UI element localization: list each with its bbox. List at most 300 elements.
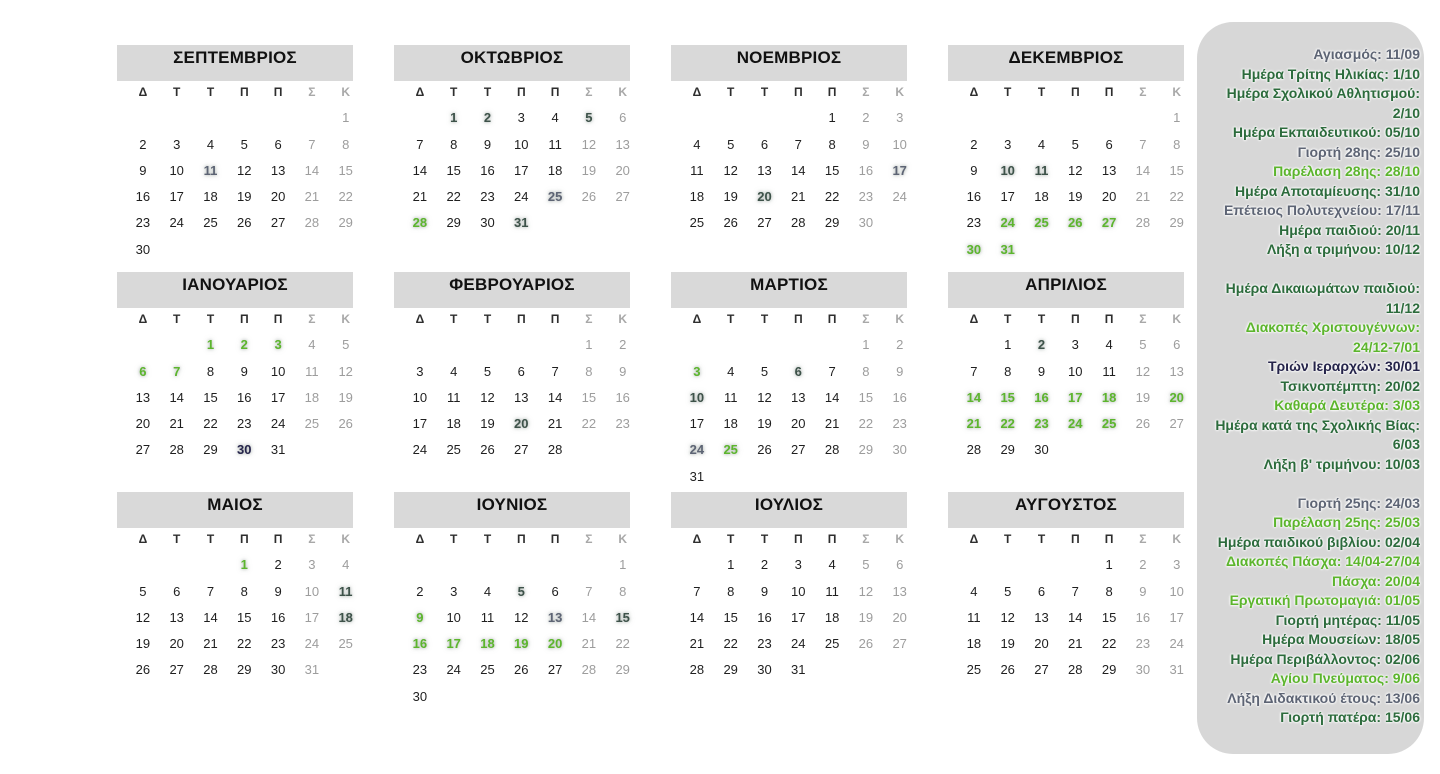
day-cell: 25: [203, 215, 218, 231]
event-line: Διακοπές Πάσχα: 14/04-27/04: [1225, 553, 1420, 569]
day-cell: 1: [1173, 110, 1181, 126]
day-cell: 2: [619, 337, 627, 353]
day-cell: 6: [1105, 136, 1113, 152]
highlighted-day-cell: 18: [338, 609, 353, 625]
day-cell: 11: [548, 136, 562, 152]
day-cell: 1: [727, 557, 735, 573]
day-cell: 3: [308, 557, 316, 573]
empty-day-cell: [261, 237, 295, 263]
highlighted-day-cell: 9: [416, 609, 424, 625]
empty-day-cell: [957, 332, 991, 358]
day-cell: 8: [1004, 363, 1012, 379]
day-cell: 3: [517, 110, 525, 126]
highlighted-day-cell: 24: [1068, 416, 1083, 432]
empty-day-cell: [194, 237, 228, 263]
day-cell: 29: [1000, 442, 1015, 458]
day-cell: 18: [966, 636, 982, 652]
highlighted-day-cell: 16: [412, 636, 428, 652]
empty-day-cell: [680, 552, 714, 578]
weekday-label: Σ: [1139, 312, 1147, 326]
highlighted-day-cell: 1: [450, 110, 458, 126]
highlighted-day-cell: 11: [1034, 162, 1049, 178]
day-cell: 18: [304, 389, 320, 405]
day-cell: 29: [446, 215, 461, 231]
weekday-label: Δ: [415, 312, 425, 326]
day-cell: 11: [305, 363, 319, 379]
day-cell: 18: [203, 189, 218, 205]
day-cell: 31: [270, 442, 286, 458]
event-group: [1197, 45, 1420, 260]
day-cell: 31: [304, 662, 320, 678]
event-line: Πάσχα: 20/04: [1331, 572, 1420, 589]
highlighted-day-cell: 24: [1000, 215, 1015, 231]
day-cell: 1: [585, 337, 593, 353]
day-cell: 26: [723, 215, 738, 231]
day-cell: 22: [1169, 189, 1184, 205]
weekday-label: Τ: [173, 532, 181, 546]
empty-day-cell: [160, 552, 194, 578]
weekday-label: Δ: [692, 532, 702, 546]
day-cell: 4: [551, 110, 559, 126]
weekday-label: Τ: [760, 532, 769, 546]
weekday-label: Τ: [450, 85, 458, 99]
event-line: Ημέρα παιδιού: 20/11: [1279, 221, 1420, 238]
highlighted-day-cell: 20: [757, 189, 772, 205]
event-line: Αγίου Πνεύματος: 9/06: [1270, 670, 1420, 686]
day-cell: 18: [689, 189, 705, 205]
empty-day-cell: [538, 332, 572, 358]
weekday-label: Κ: [618, 532, 628, 546]
day-cell: 23: [615, 416, 630, 432]
event-line: Γιορτή 25ης: 24/03: [1297, 494, 1420, 511]
day-cell: 19: [757, 416, 772, 432]
event-line: Παρέλαση 28ης: 28/10: [1273, 163, 1420, 179]
day-cell: 8: [240, 583, 248, 599]
day-cell: 29: [615, 662, 630, 678]
day-cell: 9: [483, 136, 492, 152]
weekday-label: Δ: [415, 532, 425, 546]
day-cell: 8: [727, 583, 735, 599]
day-cell: 9: [1139, 583, 1147, 599]
empty-day-cell: [680, 332, 714, 358]
event-line: Ημέρα Δικαιωμάτων παιδιού:: [1225, 280, 1420, 296]
day-cell: 21: [824, 416, 840, 432]
day-cell: 20: [135, 416, 151, 432]
highlighted-day-cell: 14: [966, 389, 982, 405]
weekday-label: Π: [793, 85, 803, 99]
weekday-label: Τ: [760, 312, 769, 326]
highlighted-day-cell: 26: [1068, 215, 1083, 231]
month-name: ΝΟΕΜΒΡΙΟΣ: [671, 45, 907, 81]
empty-day-cell: [1058, 237, 1092, 263]
day-cell: 18: [1034, 189, 1049, 205]
weekday-label: Τ: [450, 532, 458, 546]
event-line: Καθαρά Δευτέρα: 3/03: [1274, 397, 1420, 413]
day-cell: 21: [1068, 636, 1083, 652]
day-cell: 6: [1173, 337, 1181, 353]
day-cell: 13: [270, 162, 286, 178]
highlighted-day-cell: 27: [1101, 215, 1117, 231]
day-cell: 19: [1000, 636, 1015, 652]
day-cell: 16: [757, 609, 772, 625]
highlighted-day-cell: 18: [480, 636, 495, 652]
day-cell: 1: [1105, 557, 1113, 573]
day-cell: 29: [237, 662, 252, 678]
highlighted-day-cell: 17: [892, 162, 907, 178]
highlighted-day-cell: 30: [237, 442, 252, 458]
day-cell: 15: [824, 162, 840, 178]
weekday-label: Τ: [1004, 532, 1012, 546]
day-cell: 4: [342, 557, 350, 573]
day-cell: 21: [169, 416, 184, 432]
highlighted-day-cell: 25: [1034, 215, 1049, 231]
empty-day-cell: [1160, 237, 1194, 263]
month-name: ΑΠΡΙΛΙΟΣ: [948, 272, 1184, 308]
day-cell: 19: [581, 162, 597, 178]
day-cell: 13: [892, 583, 907, 599]
day-cell: 1: [342, 110, 350, 126]
month-name: ΑΥΓΟΥΣΤΟΣ: [948, 492, 1184, 528]
event-line: Τσικνοπέμπτη: 20/02: [1280, 377, 1420, 394]
day-cell: 22: [615, 636, 630, 652]
day-cell: 11: [723, 389, 738, 405]
highlighted-day-cell: 1: [206, 337, 215, 353]
day-cell: 14: [547, 389, 563, 405]
empty-day-cell: [471, 332, 505, 358]
day-cell: 6: [619, 110, 627, 126]
event-line: Γιορτή πατέρα: 15/06: [1280, 709, 1420, 725]
day-cell: 23: [966, 215, 982, 231]
day-cell: 24: [304, 636, 320, 652]
day-cell: 23: [412, 662, 428, 678]
day-cell: 27: [547, 662, 563, 678]
day-cell: 13: [757, 162, 772, 178]
highlighted-day-cell: 23: [1034, 416, 1049, 432]
empty-day-cell: [606, 210, 640, 236]
weekday-label: Τ: [1037, 532, 1046, 546]
day-cell: 17: [1000, 189, 1015, 205]
day-cell: 22: [446, 189, 461, 205]
day-cell: 27: [757, 215, 772, 231]
day-cell: 19: [1135, 389, 1151, 405]
day-cell: 21: [547, 416, 563, 432]
day-cell: 9: [1037, 363, 1046, 379]
day-cell: 6: [517, 363, 525, 379]
weekday-label: Δ: [138, 532, 148, 546]
empty-day-cell: [1126, 105, 1160, 131]
highlighted-day-cell: 1: [240, 557, 248, 573]
day-cell: 8: [828, 136, 836, 152]
empty-day-cell: [883, 210, 917, 236]
empty-day-cell: [295, 237, 329, 263]
empty-day-cell: [1058, 437, 1092, 463]
day-cell: 25: [338, 636, 353, 652]
day-cell: 28: [791, 215, 806, 231]
empty-day-cell: [329, 437, 363, 463]
day-cell: 4: [1105, 337, 1113, 353]
day-cell: 30: [1034, 442, 1049, 458]
day-cell: 9: [139, 162, 147, 178]
day-cell: 5: [862, 557, 870, 573]
day-cell: 3: [416, 363, 424, 379]
day-cell: 16: [966, 189, 982, 205]
day-cell: 6: [896, 557, 904, 573]
event-line: Ημέρα παιδικού βιβλίου: 02/04: [1217, 533, 1420, 550]
weekday-label: Π: [273, 312, 283, 326]
day-cell: 31: [791, 662, 806, 678]
day-cell: 13: [135, 389, 151, 405]
event-line: Λήξη α τριμήνου: 10/12: [1266, 241, 1420, 257]
day-cell: 7: [416, 136, 424, 152]
month-days-grid: [680, 306, 917, 490]
day-cell: 14: [1068, 609, 1083, 625]
empty-day-cell: [991, 105, 1025, 131]
day-cell: 27: [135, 442, 151, 458]
day-cell: 3: [896, 110, 904, 126]
day-cell: 9: [760, 583, 769, 599]
empty-day-cell: [714, 464, 748, 490]
day-cell: 30: [480, 215, 495, 231]
day-cell: 30: [412, 688, 428, 704]
highlighted-day-cell: 10: [1000, 162, 1015, 178]
day-cell: 8: [206, 363, 215, 379]
highlighted-day-cell: 21: [966, 416, 982, 432]
day-cell: 14: [1135, 162, 1151, 178]
weekday-label: Π: [793, 532, 803, 546]
day-cell: 12: [338, 363, 353, 379]
empty-day-cell: [403, 332, 437, 358]
month-name: ΦΕΒΡΟΥΑΡΙΟΣ: [394, 272, 630, 308]
day-cell: 13: [1169, 363, 1184, 379]
highlighted-day-cell: 16: [1034, 389, 1049, 405]
event-line: Γιορτή 28ης: 25/10: [1297, 143, 1420, 160]
day-cell: 5: [1139, 337, 1147, 353]
weekday-label: Σ: [1139, 85, 1147, 99]
day-cell: 4: [828, 557, 836, 573]
day-cell: 14: [581, 609, 597, 625]
month-name: ΙΟΥΝΙΟΣ: [394, 492, 630, 528]
empty-day-cell: [329, 237, 363, 263]
event-line: Παρέλαση 25ης: 25/03: [1273, 514, 1420, 530]
day-cell: 9: [274, 583, 282, 599]
month-block: [117, 492, 353, 712]
month-name: ΜΑΙΟΣ: [117, 492, 353, 528]
day-cell: 14: [203, 609, 218, 625]
weekday-label: Σ: [308, 532, 316, 546]
day-cell: 13: [791, 389, 806, 405]
month-name: ΟΚΤΩΒΡΙΟΣ: [394, 45, 630, 81]
highlighted-day-cell: 20: [514, 416, 529, 432]
day-cell: 20: [1101, 189, 1117, 205]
day-cell: 31: [689, 468, 705, 484]
day-cell: 26: [135, 662, 151, 678]
day-cell: 30: [757, 662, 772, 678]
day-cell: 11: [480, 609, 495, 625]
weekday-label: Δ: [969, 532, 979, 546]
day-cell: 10: [412, 389, 428, 405]
empty-day-cell: [606, 437, 640, 463]
weekday-label: Π: [550, 85, 560, 99]
day-cell: 7: [794, 136, 802, 152]
day-cell: 2: [274, 557, 282, 573]
highlighted-day-cell: 3: [274, 337, 282, 353]
weekday-label: Σ: [862, 312, 870, 326]
empty-day-cell: [1092, 437, 1126, 463]
day-cell: 17: [270, 389, 286, 405]
day-cell: 13: [1034, 609, 1049, 625]
highlighted-day-cell: 20: [1169, 389, 1184, 405]
day-cell: 20: [892, 609, 907, 625]
day-cell: 17: [304, 609, 320, 625]
day-cell: 20: [791, 416, 806, 432]
event-line: Διακοπές Χριστουγέννων:: [1245, 319, 1420, 335]
empty-day-cell: [815, 332, 849, 358]
day-cell: 3: [1071, 337, 1079, 353]
day-cell: 17: [689, 416, 705, 432]
day-cell: 5: [1071, 136, 1079, 152]
day-cell: 2: [896, 337, 904, 353]
weekday-label: Δ: [969, 85, 979, 99]
day-cell: 28: [304, 215, 320, 231]
day-cell: 12: [581, 136, 597, 152]
day-cell: 25: [824, 636, 840, 652]
day-cell: 6: [760, 136, 769, 152]
day-cell: 9: [240, 363, 248, 379]
highlighted-day-cell: 30: [966, 241, 982, 257]
month-days-grid: [680, 79, 917, 237]
day-cell: 28: [689, 662, 705, 678]
day-cell: 10: [892, 136, 907, 152]
day-cell: 12: [723, 162, 738, 178]
day-cell: 10: [1068, 363, 1083, 379]
day-cell: 27: [270, 215, 286, 231]
day-cell: 16: [135, 189, 151, 205]
day-cell: 23: [757, 636, 772, 652]
day-cell: 16: [480, 162, 495, 178]
month-block: [671, 272, 907, 492]
day-cell: 24: [446, 662, 461, 678]
event-line: Αγιασμός: 11/09: [1313, 46, 1420, 62]
day-cell: 7: [970, 363, 978, 379]
highlighted-day-cell: 25: [547, 189, 563, 205]
day-cell: 12: [757, 389, 772, 405]
event-line: Ημέρα Σχολικού Αθλητισμού:: [1226, 85, 1420, 101]
day-cell: 24: [514, 189, 529, 205]
month-block: [671, 45, 907, 265]
day-cell: 19: [480, 416, 495, 432]
day-cell: 22: [1101, 636, 1117, 652]
day-cell: 27: [615, 189, 630, 205]
day-cell: 29: [1169, 215, 1184, 231]
weekday-label: Κ: [1172, 532, 1182, 546]
day-cell: 4: [483, 583, 492, 599]
day-cell: 2: [1139, 557, 1147, 573]
day-cell: 23: [892, 416, 907, 432]
day-cell: 22: [203, 416, 218, 432]
day-cell: 19: [338, 389, 353, 405]
event-group: [1197, 494, 1420, 728]
day-cell: 5: [342, 337, 350, 353]
empty-day-cell: [403, 105, 437, 131]
day-cell: 23: [270, 636, 286, 652]
day-cell: 26: [757, 442, 772, 458]
day-cell: 23: [135, 215, 151, 231]
event-line: 6/03: [1392, 436, 1420, 452]
day-cell: 27: [169, 662, 184, 678]
weekday-label: Τ: [1037, 312, 1046, 326]
day-cell: 18: [547, 162, 563, 178]
highlighted-day-cell: 2: [483, 110, 492, 126]
weekday-label: Σ: [862, 532, 870, 546]
empty-day-cell: [126, 332, 160, 358]
day-cell: 15: [1101, 609, 1117, 625]
weekday-label: Π: [239, 85, 249, 99]
empty-day-cell: [957, 552, 991, 578]
day-cell: 11: [825, 583, 839, 599]
month-days-grid: [957, 306, 1194, 464]
highlighted-day-cell: 7: [173, 363, 181, 379]
event-line: 11/12: [1385, 299, 1420, 316]
empty-day-cell: [295, 437, 329, 463]
weekday-label: Π: [1070, 532, 1080, 546]
highlighted-day-cell: 28: [412, 215, 428, 231]
event-line: 24/12-7/01: [1353, 338, 1420, 355]
day-cell: 26: [237, 215, 252, 231]
empty-day-cell: [329, 657, 363, 683]
weekday-label: Κ: [618, 85, 628, 99]
day-cell: 11: [967, 609, 981, 625]
day-cell: 27: [892, 636, 907, 652]
empty-day-cell: [1025, 552, 1059, 578]
month-days-grid: [126, 526, 363, 684]
day-cell: 4: [206, 136, 215, 152]
day-cell: 15: [203, 389, 218, 405]
weekday-label: Τ: [206, 532, 215, 546]
day-cell: 16: [1135, 609, 1151, 625]
empty-day-cell: [572, 552, 606, 578]
empty-day-cell: [883, 657, 917, 683]
day-cell: 23: [1135, 636, 1151, 652]
weekday-label: Π: [516, 85, 526, 99]
day-cell: 18: [723, 416, 738, 432]
highlighted-day-cell: 17: [1068, 389, 1083, 405]
day-cell: 19: [237, 189, 252, 205]
month-days-grid: [403, 79, 640, 237]
day-cell: 5: [240, 136, 248, 152]
day-cell: 12: [135, 609, 151, 625]
day-cell: 23: [237, 416, 252, 432]
weekday-label: Π: [550, 532, 560, 546]
day-cell: 20: [270, 189, 286, 205]
day-cell: 7: [308, 136, 316, 152]
day-cell: 15: [446, 162, 461, 178]
day-cell: 12: [1068, 162, 1083, 178]
weekday-label: Σ: [585, 85, 593, 99]
weekday-label: Π: [550, 312, 560, 326]
day-cell: 23: [858, 189, 874, 205]
weekday-label: Σ: [308, 85, 316, 99]
day-cell: 28: [203, 662, 218, 678]
weekday-label: Π: [516, 532, 526, 546]
month-name: ΔΕΚΕΜΒΡΙΟΣ: [948, 45, 1184, 81]
day-cell: 29: [824, 215, 840, 231]
day-cell: 16: [615, 389, 630, 405]
day-cell: 28: [169, 442, 184, 458]
month-days-grid: [126, 306, 363, 464]
day-cell: 2: [416, 583, 424, 599]
event-line: Ημέρα Αποταμίευσης: 31/10: [1235, 182, 1420, 199]
day-cell: 9: [619, 363, 627, 379]
